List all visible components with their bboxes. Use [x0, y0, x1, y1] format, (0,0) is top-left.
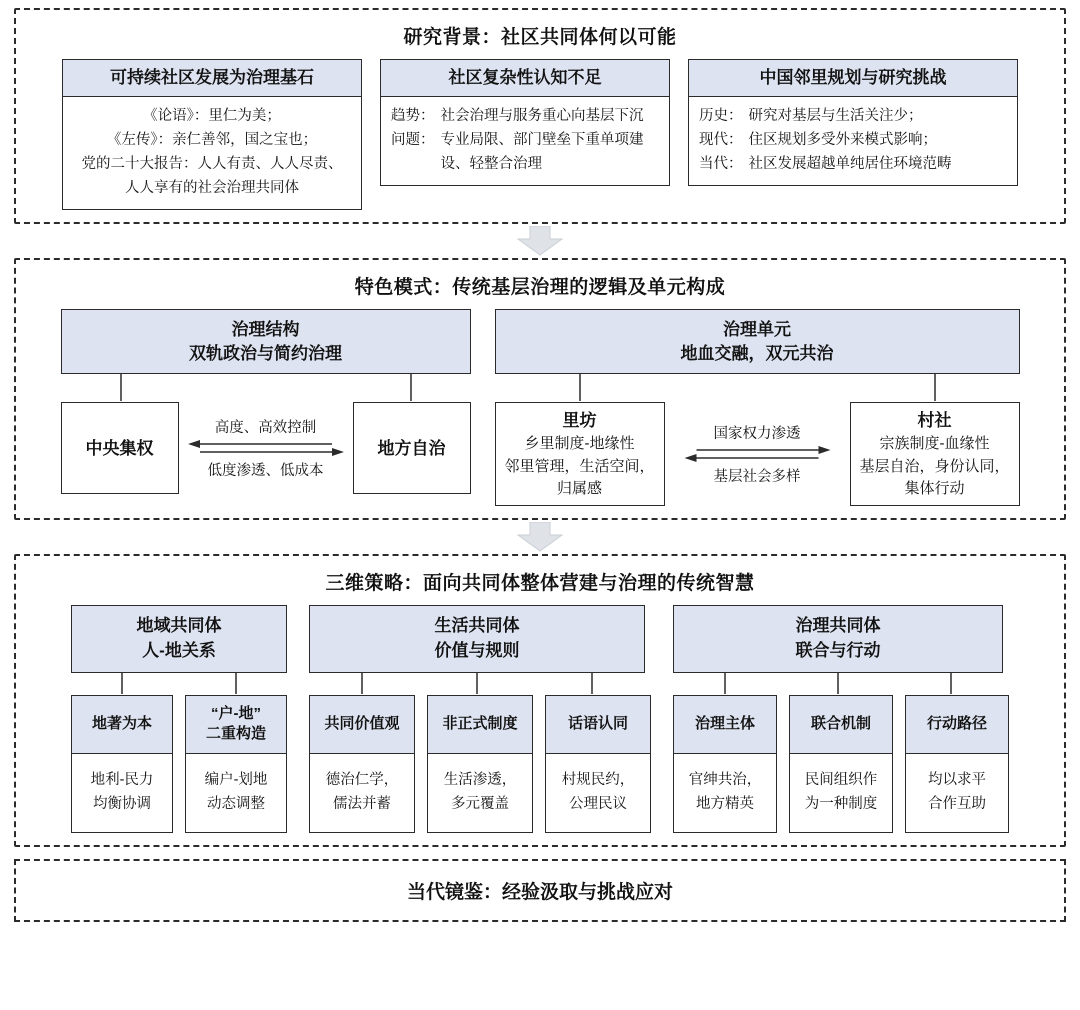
- governance-unit-header: [495, 309, 1020, 375]
- spacer: [14, 847, 1066, 859]
- strategy-card-body: [428, 754, 532, 832]
- strategy-card-body-line1: 生活渗透，: [443, 772, 517, 789]
- strategy-group-2-header-line2: 价值与规则: [434, 641, 520, 661]
- node-central-authority: [61, 402, 179, 494]
- background-card-2-item-1-value: 社会治理与服务重心向基层下沉: [440, 108, 644, 125]
- background-card-3-item-1: [699, 105, 1007, 129]
- strategy-group-1-cards: [71, 695, 287, 833]
- strategy-card-title-line1: “户-地”: [211, 704, 261, 722]
- node-lifang-line-2: 邻里管理，生活空间，: [504, 457, 655, 475]
- governance-structure-header-line2: 双轨政治与简约治理: [189, 343, 342, 363]
- mode-governance-unit: [495, 309, 1020, 507]
- strategy-card: [185, 695, 287, 833]
- strategy-card: [673, 695, 777, 833]
- strategy-card-body-line1: 编户-划地: [204, 772, 268, 789]
- mode-governance-structure: [61, 309, 471, 507]
- strategy-card-title: [546, 696, 650, 754]
- down-arrow-icon: [517, 522, 563, 552]
- strategy-card-body: [790, 754, 892, 832]
- background-card-2-item-2-value: 专业局限、部门壁垒下重单项建设、轻整合治理: [440, 132, 644, 172]
- strategy-card-body: [186, 754, 286, 832]
- strategy-card-title-line1: 共同价值观: [324, 715, 400, 733]
- node-local-autonomy: [353, 402, 471, 494]
- strategy-card-title: [186, 696, 286, 754]
- strategy-card-title: [674, 696, 776, 754]
- background-card-2-item-2-key: 问题：: [391, 132, 435, 149]
- strategy-group-territorial: [71, 605, 287, 832]
- strategy-group-governance: [673, 605, 1009, 832]
- background-card-2-item-2: [391, 129, 659, 177]
- background-card-3-item-2: [699, 129, 1007, 153]
- strategy-group-3-stem: [673, 673, 1009, 695]
- section-three-dimensional-strategy: [14, 554, 1066, 846]
- governance-structure-label-bottom: 低度渗透、低成本: [207, 463, 324, 480]
- governance-structure-mid: [179, 402, 353, 494]
- governance-unit-connector: [495, 374, 1020, 402]
- section-contemporary-reflection: 当代镜鉴：经验汲取与挑战应对: [14, 859, 1066, 922]
- background-card-1-header: 可持续社区发展为治理基石: [62, 59, 362, 97]
- strategy-card-title-line2: 二重构造: [205, 725, 266, 743]
- strategy-card: [71, 695, 173, 833]
- background-card-1-body: [62, 97, 362, 210]
- strategy-card-body-line1: 地利-民力: [90, 772, 154, 789]
- strategy-group-1-stem: [71, 673, 287, 695]
- background-card-3-body: [688, 97, 1018, 186]
- governance-structure-header-line1: 治理结构: [231, 319, 300, 339]
- background-card-1-line-2: 《左传》：亲仁善邻，国之宝也；: [106, 132, 318, 149]
- strategy-card-title-line1: 话语认同: [567, 715, 628, 733]
- governance-unit-header-line1: 治理单元: [723, 319, 791, 339]
- background-card-3-item-1-value: 研究对基层与生活关注少；: [748, 108, 923, 125]
- background-card-row: [28, 59, 1052, 210]
- background-card-2-item-1-key: 趋势：: [391, 108, 435, 125]
- section-characteristic-mode: [14, 258, 1066, 521]
- strategy-group-3-header: [673, 605, 1003, 672]
- background-card-3-item-1-key: 历史：: [699, 108, 743, 125]
- strategy-group-2-header: [309, 605, 645, 672]
- background-card-2: [380, 59, 670, 186]
- strategy-card-body-line1: 村规民约，: [561, 772, 635, 789]
- strategy-card-body-line2: 多元覆盖: [451, 795, 509, 812]
- strategy-group-3-header-line1: 治理共同体: [795, 616, 881, 636]
- background-card-3-item-3-value: 社区发展超越单纯居住环境范畴: [748, 155, 952, 172]
- node-lifang-title: 里坊: [562, 410, 597, 430]
- strategy-card-body: [546, 754, 650, 832]
- strategy-group-3-cards: [673, 695, 1009, 833]
- node-local-autonomy-title: 地方自治: [377, 438, 446, 458]
- governance-structure-label-top: 高度、高效控制: [214, 420, 317, 437]
- background-card-3: [688, 59, 1018, 186]
- governance-unit-label-top: 国家权力渗透: [713, 426, 801, 443]
- strategy-card-body: [310, 754, 414, 832]
- strategy-card-title: [906, 696, 1008, 754]
- strategy-group-2-stem: [309, 673, 651, 695]
- strategy-card-body-line2: 儒法并蓄: [333, 795, 391, 812]
- governance-unit-mid: [665, 402, 850, 506]
- strategy-group-life: [309, 605, 651, 832]
- background-card-2-header: 社区复杂性认知不足: [380, 59, 670, 97]
- strategy-card-title: [428, 696, 532, 754]
- strategy-card-title-line1: 联合机制: [810, 715, 871, 733]
- governance-unit-pair: [495, 402, 1020, 506]
- governance-unit-label-bottom: 基层社会多样: [713, 469, 801, 486]
- governance-structure-pair: [61, 402, 471, 494]
- strategy-card-body-line1: 德治仁学，: [325, 772, 399, 789]
- strategy-card-title: [310, 696, 414, 754]
- strategy-card-body: [906, 754, 1008, 832]
- down-arrow-icon: [517, 226, 563, 256]
- background-card-1-line-1: 《论语》：里仁为美；: [143, 108, 281, 125]
- strategy-group-1-header-line1: 地域共同体: [136, 616, 222, 636]
- strategy-card: [905, 695, 1009, 833]
- strategy-groups: [28, 605, 1052, 832]
- strategy-card-title: [72, 696, 172, 754]
- strategy-card-body-line2: 公理民议: [569, 795, 627, 812]
- strategy-card-body-line2: 均衡协调: [93, 795, 151, 812]
- node-central-authority-title: 中央集权: [85, 438, 154, 458]
- strategy-card-body-line2: 为一种制度: [804, 795, 878, 812]
- background-card-3-item-2-value: 住区规划多受外来模式影响；: [748, 132, 937, 149]
- strategy-card-body-line2: 动态调整: [207, 795, 265, 812]
- node-cunshe-title: 村社: [917, 410, 952, 430]
- governance-unit-header-line2: 地血交融，双元共治: [680, 343, 834, 363]
- double-arrow-icon: [183, 439, 349, 457]
- strategy-card-body-line1: 民间组织作: [804, 772, 878, 789]
- background-card-1-line-4: 人人享有的社会治理共同体: [125, 179, 299, 196]
- section-title-strategy: 三维策略：面向共同体整体营建与治理的传统智慧: [325, 573, 755, 595]
- flow-arrow-1-wrap: [14, 224, 1066, 258]
- strategy-card-title-line1: 地著为本: [91, 715, 152, 733]
- node-cunshe-line-2: 基层自治，身份认同，: [859, 457, 1010, 475]
- background-card-1: [62, 59, 362, 210]
- governance-structure-header: [61, 309, 471, 375]
- double-arrow-icon: [669, 445, 846, 463]
- node-lifang-line-1: 乡里制度-地缘性: [524, 435, 635, 453]
- background-card-3-item-3-key: 当代：: [699, 155, 743, 172]
- section-title-background: 研究背景：社区共同体何以可能: [403, 27, 677, 48]
- strategy-card-body-line2: 合作互助: [928, 795, 986, 812]
- strategy-card-body-line2: 地方精英: [696, 795, 754, 812]
- strategy-card-body-line1: 官绅共治，: [688, 772, 762, 789]
- background-card-3-header: 中国邻里规划与研究挑战: [688, 59, 1018, 97]
- strategy-card: [789, 695, 893, 833]
- strategy-card: [545, 695, 651, 833]
- section-research-background: [14, 8, 1066, 224]
- section-title-mode: 特色模式：传统基层治理的逻辑及单元构成: [354, 276, 726, 298]
- mode-columns: [28, 309, 1052, 507]
- strategy-card: [427, 695, 533, 833]
- node-lifang: [495, 402, 665, 506]
- node-cunshe: [850, 402, 1020, 506]
- node-cunshe-line-1: 宗族制度-血缘性: [879, 435, 990, 453]
- strategy-card-title-line1: 治理主体: [694, 715, 755, 733]
- strategy-group-3-header-line2: 联合与行动: [795, 641, 881, 661]
- strategy-card-title: [790, 696, 892, 754]
- strategy-group-2-cards: [309, 695, 651, 833]
- strategy-card-body-line1: 均以求平: [928, 772, 986, 789]
- strategy-card-body: [72, 754, 172, 832]
- governance-structure-connector: [61, 374, 471, 402]
- strategy-group-1-header: [71, 605, 287, 672]
- node-cunshe-line-3: 集体行动: [904, 480, 965, 498]
- background-card-2-body: [380, 97, 670, 186]
- background-card-1-line-3: 党的二十大报告：人人有责、人人尽责、: [81, 155, 343, 172]
- strategy-group-2-header-line1: 生活共同体: [434, 616, 520, 636]
- strategy-card-title-line1: 行动路径: [926, 715, 987, 733]
- flow-arrow-2-wrap: [14, 520, 1066, 554]
- background-card-2-item-1: [391, 105, 659, 129]
- strategy-card-body: [674, 754, 776, 832]
- strategy-card-title-line1: 非正式制度: [442, 715, 518, 733]
- strategy-group-1-header-line2: 人-地关系: [142, 641, 216, 661]
- background-card-3-item-2-key: 现代：: [699, 132, 743, 149]
- node-lifang-line-3: 归属感: [556, 480, 602, 498]
- background-card-3-item-3: [699, 153, 1007, 177]
- strategy-card: [309, 695, 415, 833]
